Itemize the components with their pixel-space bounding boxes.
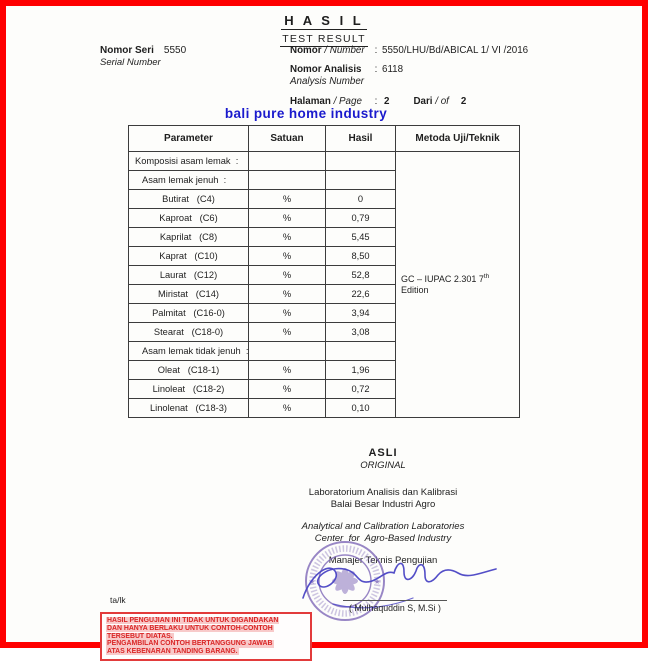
signer-name: ( Mulhaquddin S, M.Si ) <box>343 600 447 613</box>
lab-name-id-2: Balai Besar Industri Agro <box>330 499 436 511</box>
hasil-cell: 0 <box>326 190 396 209</box>
lab-name-en-1: Analytical and Calibration Laboratories <box>301 520 465 532</box>
satuan-cell: % <box>249 361 326 380</box>
page-value: 2 <box>384 95 390 107</box>
analysis-value: 6118 <box>382 64 404 75</box>
parameter-cell: Kaprat (C10) <box>129 247 249 266</box>
official-stamp-and-signature <box>278 524 518 644</box>
parameter-cell: Oleat (C18-1) <box>129 361 249 380</box>
section-label-cell: Asam lemak tidak jenuh : <box>129 342 249 361</box>
stamp-star-left-icon: ★ <box>309 579 316 586</box>
original-label: ORIGINAL <box>360 460 406 471</box>
col-metoda: Metoda Uji/Teknik <box>396 126 520 152</box>
hasil-cell: 52,8 <box>326 266 396 285</box>
watermark-text: bali pure home industry <box>224 106 388 121</box>
results-table-body <box>129 152 520 418</box>
hasil-cell: 1,96 <box>326 361 396 380</box>
hasil-cell: 0,72 <box>326 380 396 399</box>
page-subtitle: TEST RESULT <box>282 33 366 45</box>
satuan-cell: % <box>249 266 326 285</box>
satuan-cell: % <box>249 209 326 228</box>
satuan-cell: % <box>249 190 326 209</box>
hasil-cell: 22,6 <box>326 285 396 304</box>
page-row <box>290 96 528 107</box>
satuan-cell: % <box>249 380 326 399</box>
satuan-cell: % <box>249 247 326 266</box>
number-value: 5550/LHU/Bd/ABICAL 1/ VI /2016 <box>382 45 529 56</box>
hasil-cell <box>326 171 396 190</box>
parameter-cell: Miristat (C14) <box>129 285 249 304</box>
satuan-cell: % <box>249 228 326 247</box>
of-value: 2 <box>460 95 467 107</box>
page-label-id: Halaman <box>290 95 331 107</box>
parameter-cell: Stearat (C18-0) <box>129 323 249 342</box>
parameter-cell: Kaprilat (C8) <box>129 228 249 247</box>
analysis-number-row <box>290 64 528 88</box>
disclaimer-line: HASIL PENGUJIAN INI TIDAK UNTUK DIGANDAKAN <box>107 617 279 624</box>
doc-code: ta/lk <box>110 595 126 605</box>
section-label-cell: Asam lemak jenuh : <box>129 171 249 190</box>
number-row <box>290 45 528 56</box>
parameter-cell: Kaproat (C6) <box>129 209 249 228</box>
hasil-cell: 0,10 <box>326 399 396 418</box>
satuan-cell <box>249 171 326 190</box>
satuan-cell: % <box>249 323 326 342</box>
section-label-cell: Komposisi asam lemak : <box>129 152 249 171</box>
page-label-en: / Page <box>333 95 362 107</box>
disclaimer-line: PENGAMBILAN CONTOH BERTANGGUNG JAWAB <box>107 640 273 648</box>
satuan-cell <box>249 152 326 171</box>
of-label-en: / of <box>435 95 449 107</box>
colon: : <box>374 45 378 56</box>
disclaimer-box <box>100 612 312 661</box>
serial-row <box>100 45 186 56</box>
parameter-cell: Linoleat (C18-2) <box>129 380 249 399</box>
asli-label: ASLI <box>368 447 398 459</box>
document-header <box>6 13 642 47</box>
disclaimer-line: ATAS KEBENARAN TANDING BARANG. <box>107 648 238 656</box>
lab-name-id-1: Laboratorium Analisis dan Kalibrasi <box>308 487 458 498</box>
satuan-cell <box>249 342 326 361</box>
colon: : <box>374 64 378 75</box>
method-cell: GC – IUPAC 2.301 7th Edition <box>396 152 520 418</box>
colon: : <box>374 95 378 107</box>
lab-name-en-2: Center for Agro-Based Industry <box>314 533 452 545</box>
analysis-label-id: Nomor Analisis <box>290 64 362 75</box>
stamp-star-right-icon: ★ <box>374 579 381 586</box>
hasil-cell: 3,94 <box>326 304 396 323</box>
number-label-id: Nomor <box>290 45 322 56</box>
parameter-cell: Butirat (C4) <box>129 190 249 209</box>
analysis-label-en: Analysis Number <box>290 75 365 87</box>
table-section-row <box>129 152 520 171</box>
table-header-row <box>129 126 520 152</box>
hasil-cell: 8,50 <box>326 247 396 266</box>
of-label-id: Dari <box>413 95 433 107</box>
hasil-cell: 5,45 <box>326 228 396 247</box>
serial-number-block <box>100 45 186 68</box>
serial-label-id: Nomor Seri <box>100 45 154 56</box>
hasil-cell: 3,08 <box>326 323 396 342</box>
hasil-cell <box>326 152 396 171</box>
serial-value: 5550 <box>163 45 187 56</box>
satuan-cell: % <box>249 399 326 418</box>
manager-title: Manajer Teknis Pengujian <box>328 555 438 567</box>
results-table <box>128 125 520 418</box>
hasil-cell: 0,79 <box>326 209 396 228</box>
disclaimer-line: DAN HANYA BERLAKU UNTUK CONTOH-CONTOH <box>107 624 273 632</box>
signer-block <box>320 598 470 616</box>
parameter-cell: Palmitat (C16-0) <box>129 304 249 323</box>
serial-label-en: Serial Number <box>100 57 161 68</box>
col-satuan: Satuan <box>249 126 326 152</box>
satuan-cell: % <box>249 304 326 323</box>
hasil-cell <box>326 342 396 361</box>
satuan-cell: % <box>249 285 326 304</box>
parameter-cell: Laurat (C12) <box>129 266 249 285</box>
document-info-block <box>290 45 528 115</box>
page-title: H A S I L <box>281 13 366 30</box>
number-label-en: / Number <box>324 45 365 56</box>
col-hasil: Hasil <box>326 126 396 152</box>
col-parameter: Parameter <box>129 126 249 152</box>
parameter-cell: Linolenat (C18-3) <box>129 399 249 418</box>
disclaimer-line: TERSEBUT DIATAS. <box>107 632 173 640</box>
